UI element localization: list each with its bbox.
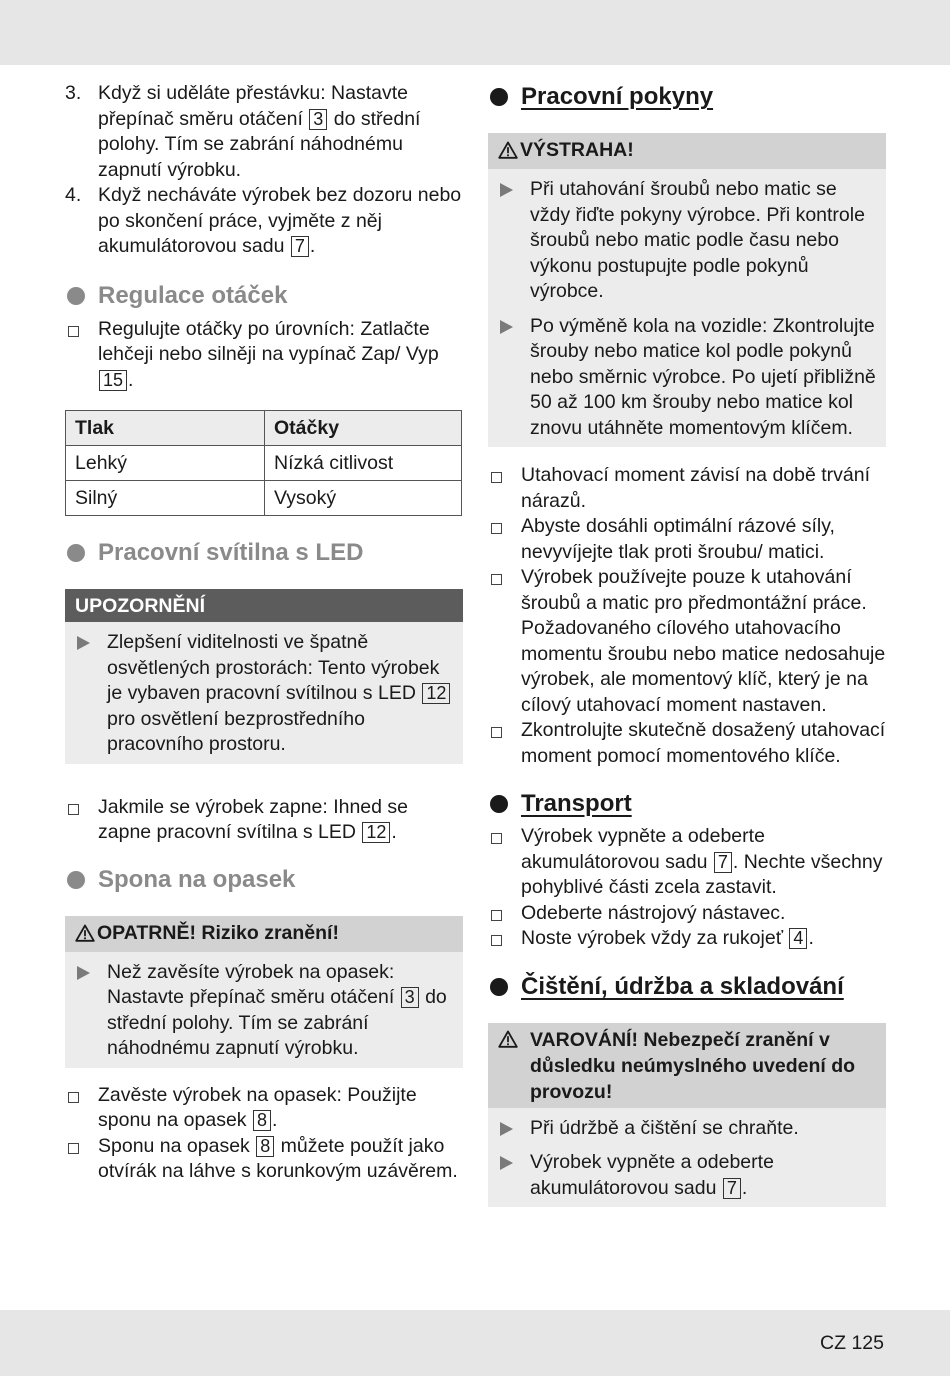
list-item: Zkontrolujte skutečně dosažený utahovací moment pomocí momentového klíče. (488, 718, 886, 769)
led-bullets (65, 795, 463, 846)
square-bullet-icon (491, 472, 502, 483)
reference-number: 8 (256, 1136, 274, 1157)
clip-bullets (65, 1083, 463, 1185)
danger-title: VAROVÁNÍ! Nebezpečí zranění v důsledku neúmyslného uvedení do provozu! (488, 1023, 886, 1108)
header-band (0, 0, 950, 65)
reference-number: 7 (723, 1178, 741, 1199)
triangle-arrow-icon (500, 1156, 513, 1170)
list-item: Noste výrobek vždy za rukojeť 4 . (488, 926, 886, 952)
speed-table (65, 410, 462, 516)
step-number: 3. (65, 82, 82, 104)
square-bullet-icon (491, 523, 502, 534)
section-dot-icon (67, 287, 85, 305)
square-bullet-icon (68, 1092, 79, 1103)
warning-box (488, 133, 886, 447)
footer-band (0, 1310, 950, 1376)
page-number: CZ 125 (820, 1332, 884, 1354)
right-column (488, 81, 886, 1207)
list-item: Výrobek vypněte a odeberte akumulátorovou sadu 7 . Nechte všechny pohyblivé části zcela zastavit. (488, 824, 886, 901)
notice-item: Zlepšení viditelnosti ve špatně osvětlených prostorách: Tento výrobek je vybaven pracovní svítilnou s LED 12 pro osvětlení bezprostředního pracovního prostoru. (65, 630, 463, 758)
table-cell: Lehký (66, 446, 265, 481)
section-heading-clip: Spona na opasek (65, 865, 463, 895)
warning-triangle-icon (75, 923, 97, 949)
table-cell: Silný (66, 481, 265, 516)
section-heading-transport: Transport (488, 789, 886, 819)
work-bullets (488, 463, 886, 769)
reference-number: 4 (789, 928, 807, 949)
reference-number: 12 (362, 822, 390, 843)
list-item: Utahovací moment závisí na době trvání nárazů. (488, 463, 886, 514)
square-bullet-icon (68, 1143, 79, 1154)
list-item: Sponu na opasek 8 můžete použít jako otvírák na láhve s korunkovým uzávěrem. (65, 1134, 463, 1185)
caution-item: Než zavěsíte výrobek na opasek: Nastavte přepínač směru otáčení 3 do střední polohy. Tím se zabrání náhodnému zapnutí výrobku. (65, 960, 463, 1062)
triangle-arrow-icon (500, 320, 513, 334)
section-heading-cleaning: Čištění, údržba a skladování (488, 972, 886, 1002)
reference-number: 3 (309, 109, 327, 130)
section-dot-icon (490, 88, 508, 106)
list-item: Regulujte otáčky po úrovních: Zatlačte lehčeji nebo silněji na vypínač Zap/ Vyp 15 . (65, 317, 463, 394)
square-bullet-icon (491, 910, 502, 921)
reference-number: 8 (253, 1110, 271, 1131)
triangle-arrow-icon (500, 183, 513, 197)
table-cell: Nízká citlivost (265, 446, 462, 481)
square-bullet-icon (68, 804, 79, 815)
warning-item: Po výměně kola na vozidle: Zkontrolujte šrouby nebo matice kol podle pokynů nebo směrnic výrobce. Po ujetí přibližně 50 až 100 km šrouby nebo matice kol znovu utáhněte momentovým klíčem. (488, 314, 886, 442)
danger-box (488, 1023, 886, 1208)
table-cell: Vysoký (265, 481, 462, 516)
warning-title: VÝSTRAHA! (488, 133, 886, 169)
warning-item: Při utahování šroubů nebo matic se vždy řiďte pokyny výrobce. Při kontrole šroubů nebo matic podle času nebo výkonu postupujte podle pokynů výrobce. (488, 177, 886, 305)
table-header-cell: Otáčky (265, 411, 462, 446)
square-bullet-icon (491, 574, 502, 585)
square-bullet-icon (491, 935, 502, 946)
triangle-arrow-icon (77, 966, 90, 980)
left-column (65, 81, 463, 1185)
reference-number: 15 (99, 370, 127, 391)
square-bullet-icon (68, 326, 79, 337)
numbered-steps (65, 81, 463, 260)
section-heading-led: Pracovní svítilna s LED (65, 538, 463, 568)
section-dot-icon (67, 871, 85, 889)
warning-triangle-icon (498, 140, 520, 166)
step-number: 4. (65, 184, 82, 206)
section-dot-icon (67, 544, 85, 562)
list-item: Odeberte nástrojový nástavec. (488, 901, 886, 927)
square-bullet-icon (491, 727, 502, 738)
section-dot-icon (490, 978, 508, 996)
reference-number: 12 (422, 683, 450, 704)
table-row (66, 481, 462, 516)
section-heading-work: Pracovní pokyny (488, 82, 886, 112)
caution-title: OPATRNĚ! Riziko zranění! (65, 916, 463, 952)
notice-title: UPOZORNĚNÍ (65, 589, 463, 622)
square-bullet-icon (491, 833, 502, 844)
caution-box (65, 916, 463, 1068)
list-item: Jakmile se výrobek zapne: Ihned se zapne pracovní svítilna s LED 12 . (65, 795, 463, 846)
speed-bullets (65, 317, 463, 394)
reference-number: 3 (401, 987, 419, 1008)
list-item: Zavěste výrobek na opasek: Použijte sponu na opasek 8 . (65, 1083, 463, 1134)
list-item: Abyste dosáhli optimální rázové síly, nevyvíjejte tlak proti šroubu/ matici. (488, 514, 886, 565)
notice-box (65, 589, 463, 764)
danger-item: Výrobek vypněte a odeberte akumulátorovou sadu 7 . (488, 1150, 886, 1201)
triangle-arrow-icon (77, 636, 90, 650)
triangle-arrow-icon (500, 1122, 513, 1136)
danger-item: Při údržbě a čištění se chraňte. (488, 1116, 886, 1142)
table-row (66, 446, 462, 481)
section-dot-icon (490, 795, 508, 813)
warning-triangle-icon (498, 1029, 520, 1055)
step-4: 4. Když necháváte výrobek bez dozoru nebo po skončení práce, vyjměte z něj akumulátorovou sadu 7 . (65, 184, 462, 257)
table-header-row (66, 411, 462, 446)
step-3: 3. Když si uděláte přestávku: Nastavte přepínač směru otáčení 3 do střední polohy. Tím se zabrání náhodnému zapnutí výrobku. (65, 82, 421, 181)
transport-bullets (488, 824, 886, 952)
list-item: Výrobek používejte pouze k utahování šroubů a matic pro předmontážní práce. Požadovaného cílového utahovacího momentu šroubu nebo matice nedosahuje výrobek, ale momentový klíč, který je na cílový utahovací moment nastaven. (488, 565, 886, 718)
reference-number: 7 (714, 852, 732, 873)
table-header-cell: Tlak (66, 411, 265, 446)
reference-number: 7 (291, 236, 309, 257)
section-heading-speed: Regulace otáček (65, 281, 463, 311)
